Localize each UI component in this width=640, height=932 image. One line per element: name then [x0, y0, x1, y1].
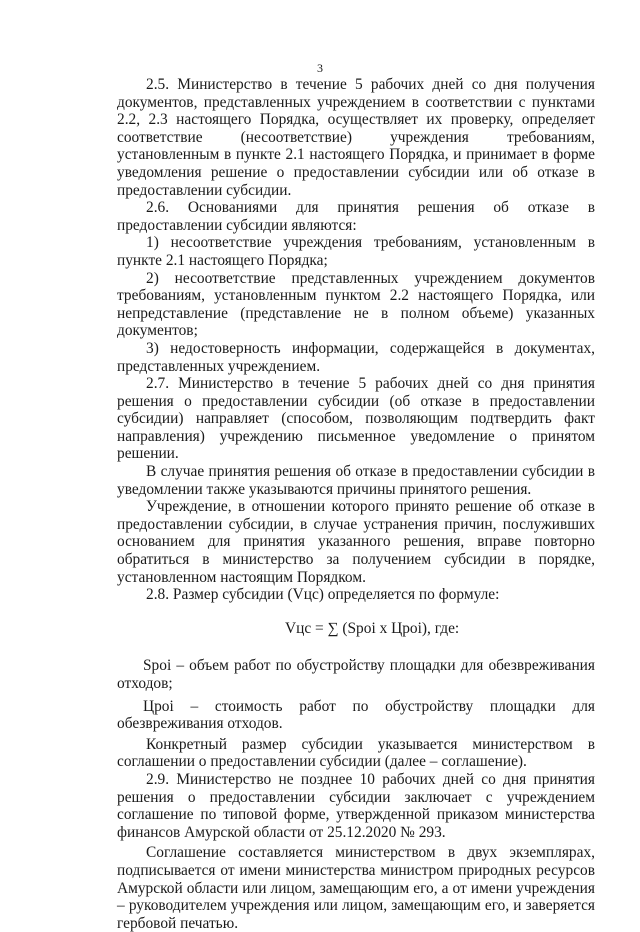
document-body: [117, 76, 595, 932]
list-item-1: 1) несоответствие учреждения требованиям, установленным в пункте 2.1 настоящего Порядка;: [117, 234, 595, 269]
paragraph-2-8: 2.8. Размер субсидии (Vцс) определяется по формуле:: [146, 586, 500, 604]
paragraph-2-9: 2.9. Министерство не позднее 10 рабочих дней со дня принятия решения о предоставлении субсидии заключает с учреждением соглашение по типовой форме, утвержденной приказом министерства финансов Амурской области от 25.12.2020 № 293.: [117, 770, 595, 841]
paragraph-reapply: Учреждение, в отношении которого принято решение об отказе в предоставлении субсидии, в случае устранения причин, послуживших основанием для принятия указанного решения, вправе повторно обратиться в министерство за получением субсидии в порядке, установленном настоящим Порядком.: [117, 498, 595, 586]
list-item-3: 3) недостоверность информации, содержащейся в документах, представленных учреждением.: [117, 339, 595, 375]
paragraph-2-7: 2.7. Министерство в течение 5 рабочих дней со дня принятия решения о предоставлении субсидии (об отказе в предоставлении субсидии) направляет (способом, позволяющим подтвердить факт направления) учреждению письменное уведомление о принятом решении.: [117, 375, 595, 463]
subsidy-formula: Vцс = ∑ (Spoi x Цpoi), где:: [285, 619, 460, 637]
definition-tspoi: Цpoi – стоимость работ по обустройству площадки для обезвреживания отходов.: [117, 697, 595, 733]
paragraph-agreement: Соглашение составляется министерством в двух экземплярах, подписывается от имени министерства министром природных ресурсов Амурской области или лицом, замещающим его, а от имени учреждения – руководителем учреждения или лицом, замещающим его, и заверяется гербовой печатью.: [117, 844, 595, 932]
definition-spoi: Spoi – объем работ по обустройству площадки для обезвреживания отходов;: [117, 657, 595, 692]
paragraph-specific-amount: Конкретный размер субсидии указывается министерством в соглашении о предоставлении субсидии (далее – соглашение).: [117, 735, 595, 771]
paragraph-refusal-notice: В случае принятия решения об отказе в предоставлении субсидии в уведомлении также указываются причины принятого решения.: [117, 463, 595, 498]
page-number: 3: [317, 61, 323, 75]
paragraph-2-6: 2.6. Основаниями для принятия решения об отказе в предоставлении субсидии являются:: [117, 199, 595, 234]
list-item-2: 2) несоответствие представленных учреждением документов требованиям, установленным пунктом 2.2 настоящего Порядка, или непредставление (представление не в полном объеме) указанных документов;: [117, 269, 595, 340]
paragraph-2-5: 2.5. Министерство в течение 5 рабочих дней со дня получения документов, представленных учреждением в соответствии с пунктами 2.2, 2.3 настоящего Порядка, осуществляет их проверку, определяет соответствие (несоответствие) учреждения требованиям, установленным в пункте 2.1 настоящего Порядка, и принимает в форме уведомления решение о предоставлении субсидии или об отказе в предоставлении субсидии.: [117, 76, 595, 199]
